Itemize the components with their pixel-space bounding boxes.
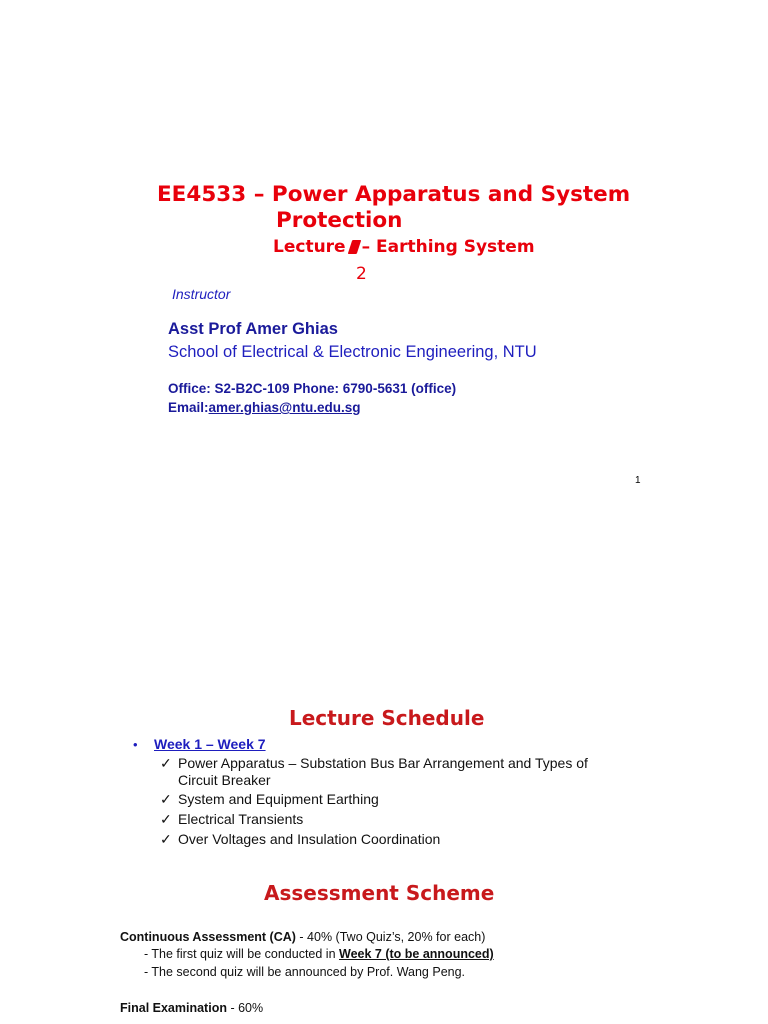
quiz1-line [144, 947, 494, 961]
final-exam-line [120, 1001, 263, 1015]
instructor-label: Instructor [172, 286, 231, 302]
topic-item [160, 755, 588, 772]
ca-label: Continuous Assessment (CA) [120, 930, 296, 944]
email-line [168, 400, 360, 415]
scribble-mark [347, 240, 361, 254]
lecture-suffix: – Earthing System [361, 237, 535, 257]
quiz2-line: - The second quiz will be announced by Prof. Wang Peng. [144, 965, 466, 979]
checkmark-icon: ✓ [160, 811, 172, 827]
quiz1-week: Week 7 (to be announced) [339, 947, 494, 961]
quiz1-text: - The first quiz will be conducted in [144, 947, 340, 961]
topic-text: Power Apparatus – Substation Bus Bar Arrangement and Types of [178, 755, 588, 771]
handwritten-lecture-number: 2 [356, 264, 367, 284]
lecture-schedule-heading: Lecture Schedule [289, 706, 485, 730]
topic-item [160, 791, 379, 808]
topic-item [160, 811, 303, 828]
final-text: - 60% [226, 1001, 264, 1015]
assessment-scheme-heading: Assessment Scheme [264, 881, 495, 905]
topic-item [160, 831, 440, 848]
lecture-prefix: Lecture [273, 237, 346, 257]
topic-text: Electrical Transients [178, 811, 304, 827]
continuous-assessment-line [120, 930, 485, 944]
course-title-line2: Protection [276, 208, 403, 233]
topic-text: Over Voltages and Insulation Coordination [178, 831, 441, 847]
lecture-title [273, 237, 535, 257]
course-title-line1: EE4533 – Power Apparatus and System [157, 182, 631, 207]
email-link[interactable]: amer.ghias@ntu.edu.sg [208, 400, 361, 415]
week-range-label: Week 1 – Week 7 [154, 736, 266, 752]
school-name: School of Electrical & Electronic Engineering, NTU [168, 343, 537, 361]
topic-text: System and Equipment Earthing [178, 791, 379, 807]
checkmark-icon: ✓ [160, 755, 172, 771]
office-phone-line: Office: S2-B2C-109 Phone: 6790-5631 (office) [168, 381, 457, 396]
checkmark-icon: ✓ [160, 791, 172, 807]
topic-continuation: Circuit Breaker [178, 772, 271, 788]
email-label: Email: [168, 400, 209, 415]
bullet-icon: • [133, 737, 138, 752]
page-number: 1 [635, 475, 641, 486]
instructor-name: Asst Prof Amer Ghias [168, 320, 338, 338]
checkmark-icon: ✓ [160, 831, 172, 847]
ca-text: - 40% (Two Quiz’s, 20% for each) [295, 930, 486, 944]
final-label: Final Examination [120, 1001, 227, 1015]
